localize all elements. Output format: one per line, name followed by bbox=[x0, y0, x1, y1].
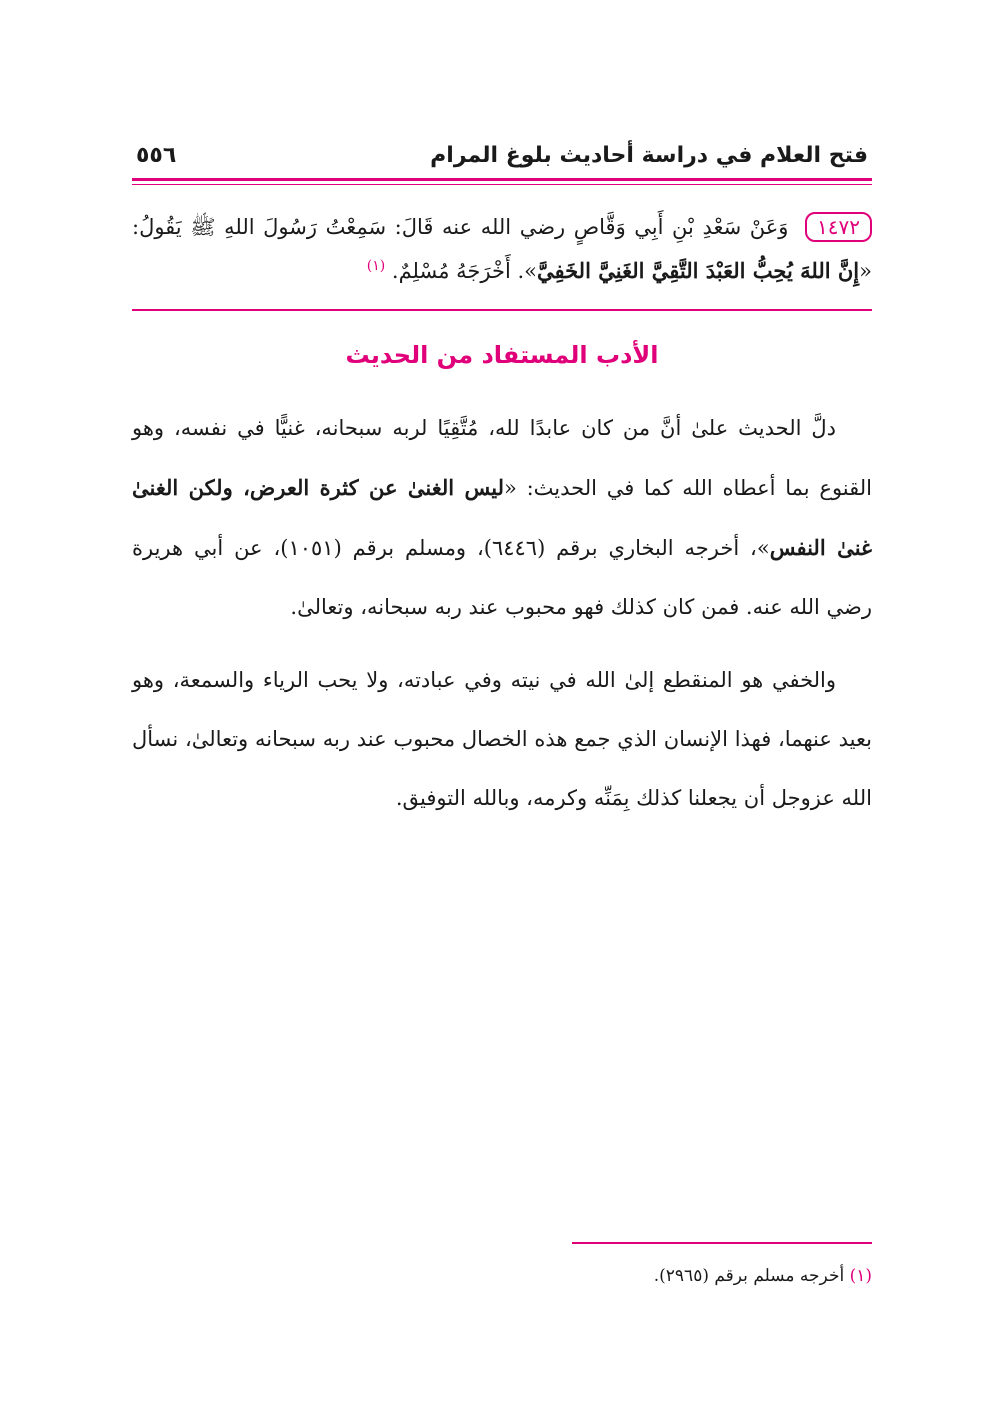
paragraph-2-text: والخفي هو المنقطع إلىٰ الله في نيته وفي عبادته، ولا يحب الرياء والسمعة، وهو بعيد عنهما، فهذا الإنسان الذي جمع هذه الخصال محبوب عند ربه سبحانه وتعالىٰ، نسأل الله عزوجل أن يجعلنا كذلك بِمَنِّه وكرمه، وبالله التوفيق. bbox=[132, 668, 872, 810]
section-rule bbox=[132, 309, 872, 311]
running-header bbox=[132, 118, 872, 168]
footnote-number: (١) bbox=[849, 1266, 872, 1286]
section-title: الأدب المستفاد من الحديث bbox=[345, 341, 659, 369]
hadith-number: ١٤٧٢ bbox=[805, 212, 872, 242]
book-title: فتح العلام في دراسة أحاديث بلوغ المرام bbox=[430, 143, 868, 168]
footnote-rule bbox=[572, 1242, 872, 1244]
footnote bbox=[654, 1266, 872, 1286]
footnote-ref[interactable]: (١) bbox=[366, 258, 386, 274]
paragraph-1-quote: ليس الغنىٰ عن كثرة العرض، ولكن الغنىٰ غنىٰ النفس bbox=[132, 475, 873, 560]
header-rule bbox=[132, 178, 872, 185]
page-content bbox=[132, 118, 872, 828]
hadith-text: إِنَّ اللهَ يُحِبُّ العَبْدَ التَّقِيَّ الغَنِيَّ الخَفِيَّ bbox=[537, 258, 860, 283]
paragraph-1-part1: دلَّ الحديث علىٰ أنَّ من كان عابدًا لله، مُتَّقِيًا لربه سبحانه، غنيًّا في نفسه، وهو القنوع بما أعطاه الله كما في الحديث: « bbox=[132, 416, 872, 500]
paragraph-2 bbox=[132, 651, 872, 828]
paragraph-1 bbox=[132, 399, 872, 637]
hadith-block bbox=[132, 205, 872, 293]
paragraph-1-part2: »، أخرجه البخاري برقم (٦٤٤٦)، ومسلم برقم (١٠٥١)، عن أبي هريرة رضي الله عنه. فمن كان كذلك فهو محبوب عند ربه سبحانه، وتعالىٰ. bbox=[132, 536, 872, 619]
hadith-close: ». أَخْرَجَهُ مُسْلِمٌ. bbox=[391, 259, 537, 283]
footnote-text: أخرجه مسلم برقم (٢٩٦٥). bbox=[653, 1266, 845, 1286]
hadith-narration: وَعَنْ سَعْدِ بْنِ أَبِي وَقَّاصٍ رضي الله عنه قَالَ: سَمِعْتُ رَسُولَ اللهِ ﷺ يَقُولُ: « bbox=[132, 215, 872, 283]
page-number: ٥٥٦ bbox=[136, 143, 177, 168]
